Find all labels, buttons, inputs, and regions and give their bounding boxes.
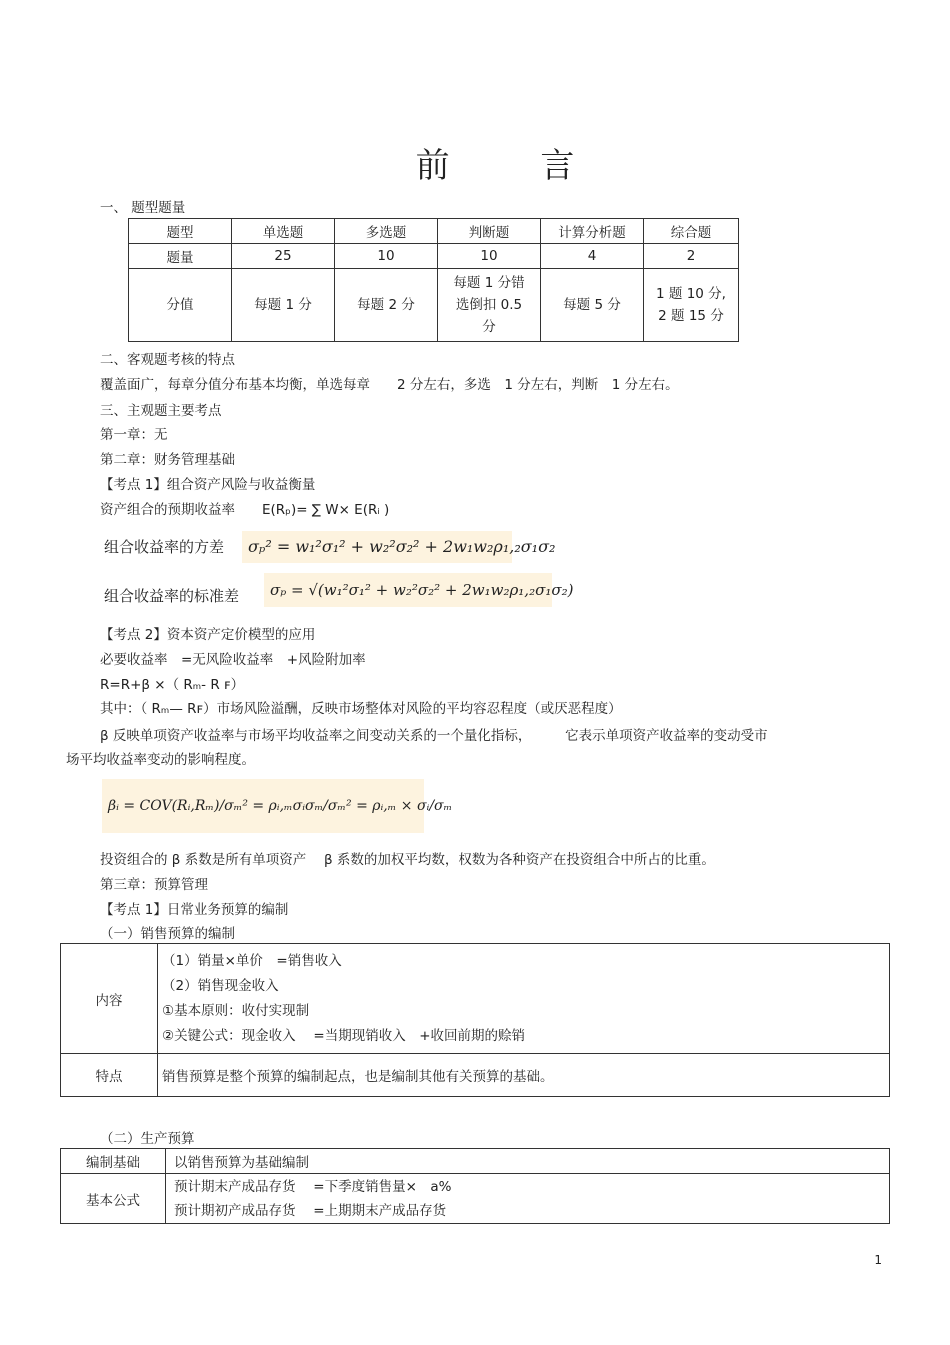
- cell-line: 选倒扣 0.5: [455, 297, 523, 313]
- paragraph: 场平均收益率变动的影响程度。: [66, 752, 255, 768]
- table-row: [61, 1174, 890, 1224]
- subsection-heading: （一）销售预算的编制: [100, 926, 235, 942]
- table-row: [129, 244, 739, 269]
- table-cell: 以销售预算为基础编制: [166, 1149, 890, 1174]
- section-heading-1: 一、 题型题量: [100, 200, 186, 216]
- formula-label: 组合收益率的方差: [104, 538, 225, 556]
- key-point-heading: 【考点 1】日常业务预算的编制: [100, 902, 289, 918]
- table-cell: [166, 1174, 890, 1224]
- table-cell: [644, 269, 739, 342]
- table-cell: 2: [644, 244, 739, 269]
- table-cell: 4: [541, 244, 644, 269]
- table-cell: 每题 5 分: [541, 269, 644, 342]
- sales-budget-table: [60, 943, 890, 1097]
- table-cell: [158, 944, 890, 1054]
- cell-line: 预计期初产成品存货 =上期期末产成品存货: [174, 1202, 447, 1219]
- chapter-heading: 第一章：无: [100, 427, 168, 443]
- table-cell: 分值: [129, 269, 232, 342]
- table-cell: 综合题: [644, 219, 739, 244]
- table-cell: 销售预算是整个预算的编制起点，也是编制其他有关预算的基础。: [158, 1054, 890, 1097]
- table-row: [61, 944, 890, 1054]
- chapter-heading: 第三章：预算管理: [100, 877, 208, 893]
- table-cell: 25: [232, 244, 335, 269]
- table-row: [61, 1149, 890, 1174]
- paragraph: β 反映单项资产收益率与市场平均收益率之间变动关系的一个量化指标， 它表示单项资产收益率的变动受市: [100, 728, 768, 744]
- table-cell: 基本公式: [61, 1174, 166, 1224]
- paragraph: 资产组合的预期收益率 E(Rₚ)= ∑ W× E(Rᵢ ): [100, 502, 390, 518]
- table-cell: 每题 1 分: [232, 269, 335, 342]
- table-cell: 题量: [129, 244, 232, 269]
- paragraph: 投资组合的 β 系数是所有单项资产 β 系数的加权平均数，权数为各种资产在投资组合中所占的比重。: [100, 852, 715, 868]
- section-heading-3: 三、主观题主要考点: [100, 403, 222, 419]
- table-cell: 内容: [61, 944, 158, 1054]
- table-cell: [438, 269, 541, 342]
- table-cell: 计算分析题: [541, 219, 644, 244]
- chapter-heading: 第二章：财务管理基础: [100, 452, 235, 468]
- table-cell: 单选题: [232, 219, 335, 244]
- page-title: 前 言: [415, 146, 615, 186]
- table-cell: 每题 2 分: [335, 269, 438, 342]
- table-cell: 题型: [129, 219, 232, 244]
- subsection-heading: （二）生产预算: [100, 1131, 195, 1147]
- cell-line: （2）销售现金收入: [162, 977, 279, 994]
- paragraph: 覆盖面广，每章分值分布基本均衡，单选每章 2 分左右，多选 1 分左右，判断 1 分左右。: [100, 377, 679, 393]
- section-heading-2: 二、客观题考核的特点: [100, 352, 235, 368]
- variance-formula-image: [242, 531, 556, 563]
- key-point-heading: 【考点 1】组合资产风险与收益衡量: [100, 477, 316, 493]
- table-cell: 特点: [61, 1054, 158, 1097]
- table-cell: 多选题: [335, 219, 438, 244]
- score-table: [128, 218, 739, 342]
- table-row: [129, 269, 739, 342]
- paragraph: R=R+β ×（ Rₘ- R ꜰ）: [100, 677, 245, 693]
- beta-formula-image: [102, 779, 453, 833]
- paragraph: 其中：（ Rₘ— Rꜰ）市场风险溢酬，反映市场整体对风险的平均容忍程度（或厌恶程度）: [100, 701, 622, 717]
- table-row: [129, 219, 739, 244]
- table-cell: 判断题: [438, 219, 541, 244]
- cell-line: 每题 1 分错: [453, 275, 525, 291]
- key-point-heading: 【考点 2】资本资产定价模型的应用: [100, 627, 316, 643]
- cell-line: 1 题 10 分,: [656, 286, 726, 302]
- cell-line: ②关键公式：现金收入 =当期现销收入 +收回前期的赊销: [162, 1027, 526, 1044]
- table-cell: 10: [335, 244, 438, 269]
- table-cell: 10: [438, 244, 541, 269]
- std-dev-formula-image: [264, 573, 574, 607]
- production-budget-table: [60, 1148, 890, 1224]
- table-cell: 编制基础: [61, 1149, 166, 1174]
- cell-line: ①基本原则：收付实现制: [162, 1002, 310, 1019]
- cell-line: 分: [482, 319, 496, 335]
- cell-line: 预计期末产成品存货 =下季度销售量× a%: [174, 1178, 452, 1195]
- formula-label: 组合收益率的标准差: [104, 587, 240, 605]
- formula-text: σₚ² = w₁²σ₁² + w₂²σ₂² + 2w₁w₂ρ₁,₂σ₁σ₂: [248, 537, 556, 556]
- formula-text: βᵢ = COV(Rᵢ,Rₘ)/σₘ² = ρᵢ,ₘσᵢσₘ/σₘ² = ρᵢ,ₘ × σᵢ/σₘ: [108, 798, 453, 814]
- table-row: [61, 1054, 890, 1097]
- page-number: 1: [874, 1253, 882, 1267]
- paragraph: 必要收益率 =无风险收益率 +风险附加率: [100, 652, 366, 668]
- cell-line: 2 题 15 分: [658, 308, 724, 324]
- cell-line: （1）销量×单价 =销售收入: [162, 952, 342, 969]
- formula-text: σₚ = √(w₁²σ₁² + w₂²σ₂² + 2w₁w₂ρ₁,₂σ₁σ₂): [270, 581, 574, 599]
